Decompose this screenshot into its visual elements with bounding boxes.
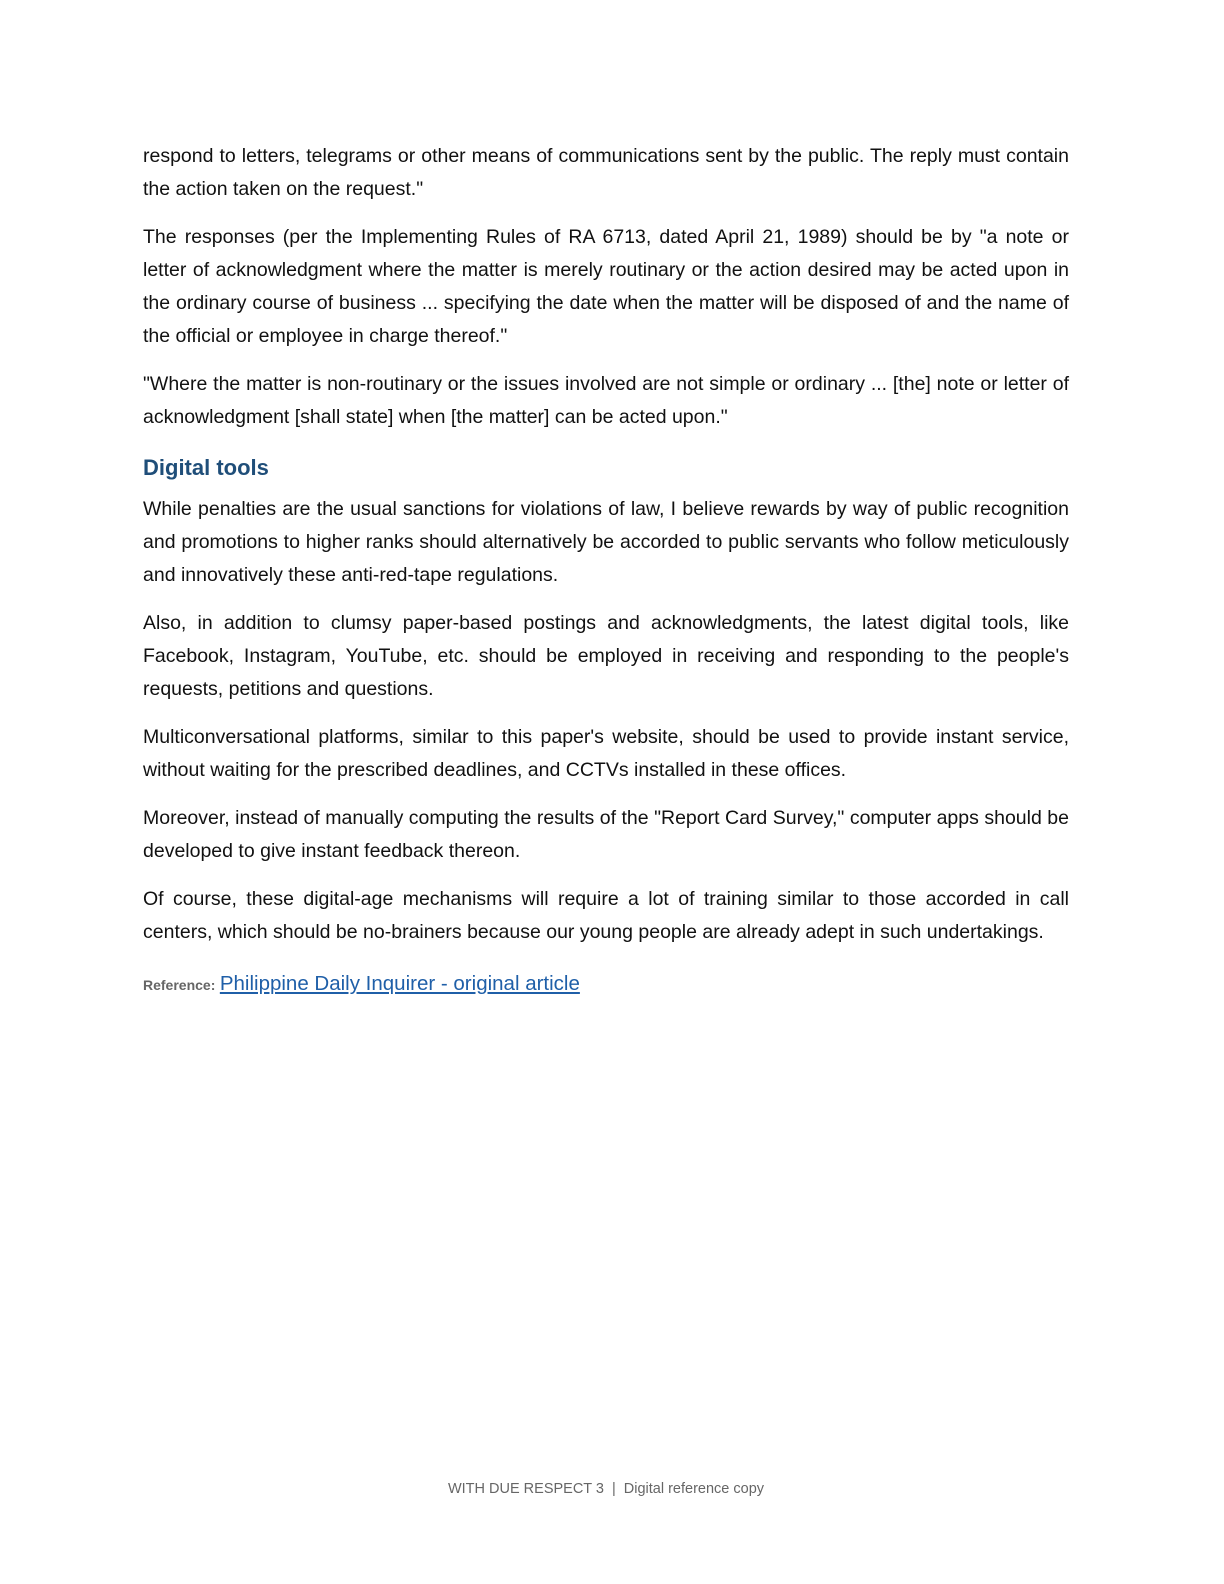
body-paragraph: respond to letters, telegrams or other means of communications sent by the public. The reply must contain the action taken on the request." xyxy=(143,145,1069,200)
body-paragraph: "Where the matter is non-routinary or the issues involved are not simple or ordinary ... [the] note or letter of acknowledgment [shall state] when [the matter] can be acted upon." xyxy=(143,373,1069,428)
body-paragraph: Also, in addition to clumsy paper-based postings and acknowledgments, the latest digital tools, like Facebook, Instagram, YouTube, etc. should be employed in receiving and responding to the people's requests, petitions and questions. xyxy=(143,612,1069,700)
reference-line xyxy=(143,969,1069,1001)
footer-note: Digital reference copy xyxy=(623,1481,765,1497)
body-paragraph: The responses (per the Implementing Rules of RA 6713, dated April 21, 1989) should be by "a note or letter of acknowledgment where the matter is merely routinary or the action desired may be acted upon in the ordinary course of business ... specifying the date when the matter will be disposed of and the name of the official or employee in charge thereof." xyxy=(143,226,1069,347)
body-paragraph: Of course, these digital-age mechanisms will require a lot of training similar to those accorded in call centers, which should be no-brainers because our young people are already adept in such undertakings. xyxy=(143,888,1069,943)
reference-link[interactable]: Philippine Daily Inquirer - original article xyxy=(219,972,580,995)
reference-label: Reference: xyxy=(143,977,216,993)
body-paragraph: While penalties are the usual sanctions for violations of law, I believe rewards by way of public recognition and promotions to higher ranks should alternatively be accorded to public servants who follow meticulously and innovatively these anti-red-tape regulations. xyxy=(143,498,1069,586)
body-paragraph: Multiconversational platforms, similar to this paper's website, should be used to provide instant service, without waiting for the prescribed deadlines, and CCTVs installed in these offices. xyxy=(143,726,1069,781)
section-heading: Digital tools xyxy=(143,455,269,480)
footer-separator: | xyxy=(612,1481,616,1497)
body-paragraph: Moreover, instead of manually computing the results of the "Report Card Survey," computer apps should be developed to give instant feedback thereon. xyxy=(143,807,1069,862)
page-footer xyxy=(0,1478,1212,1500)
footer-title: WITH DUE RESPECT 3 xyxy=(447,1481,604,1497)
document-body xyxy=(143,140,1069,1001)
